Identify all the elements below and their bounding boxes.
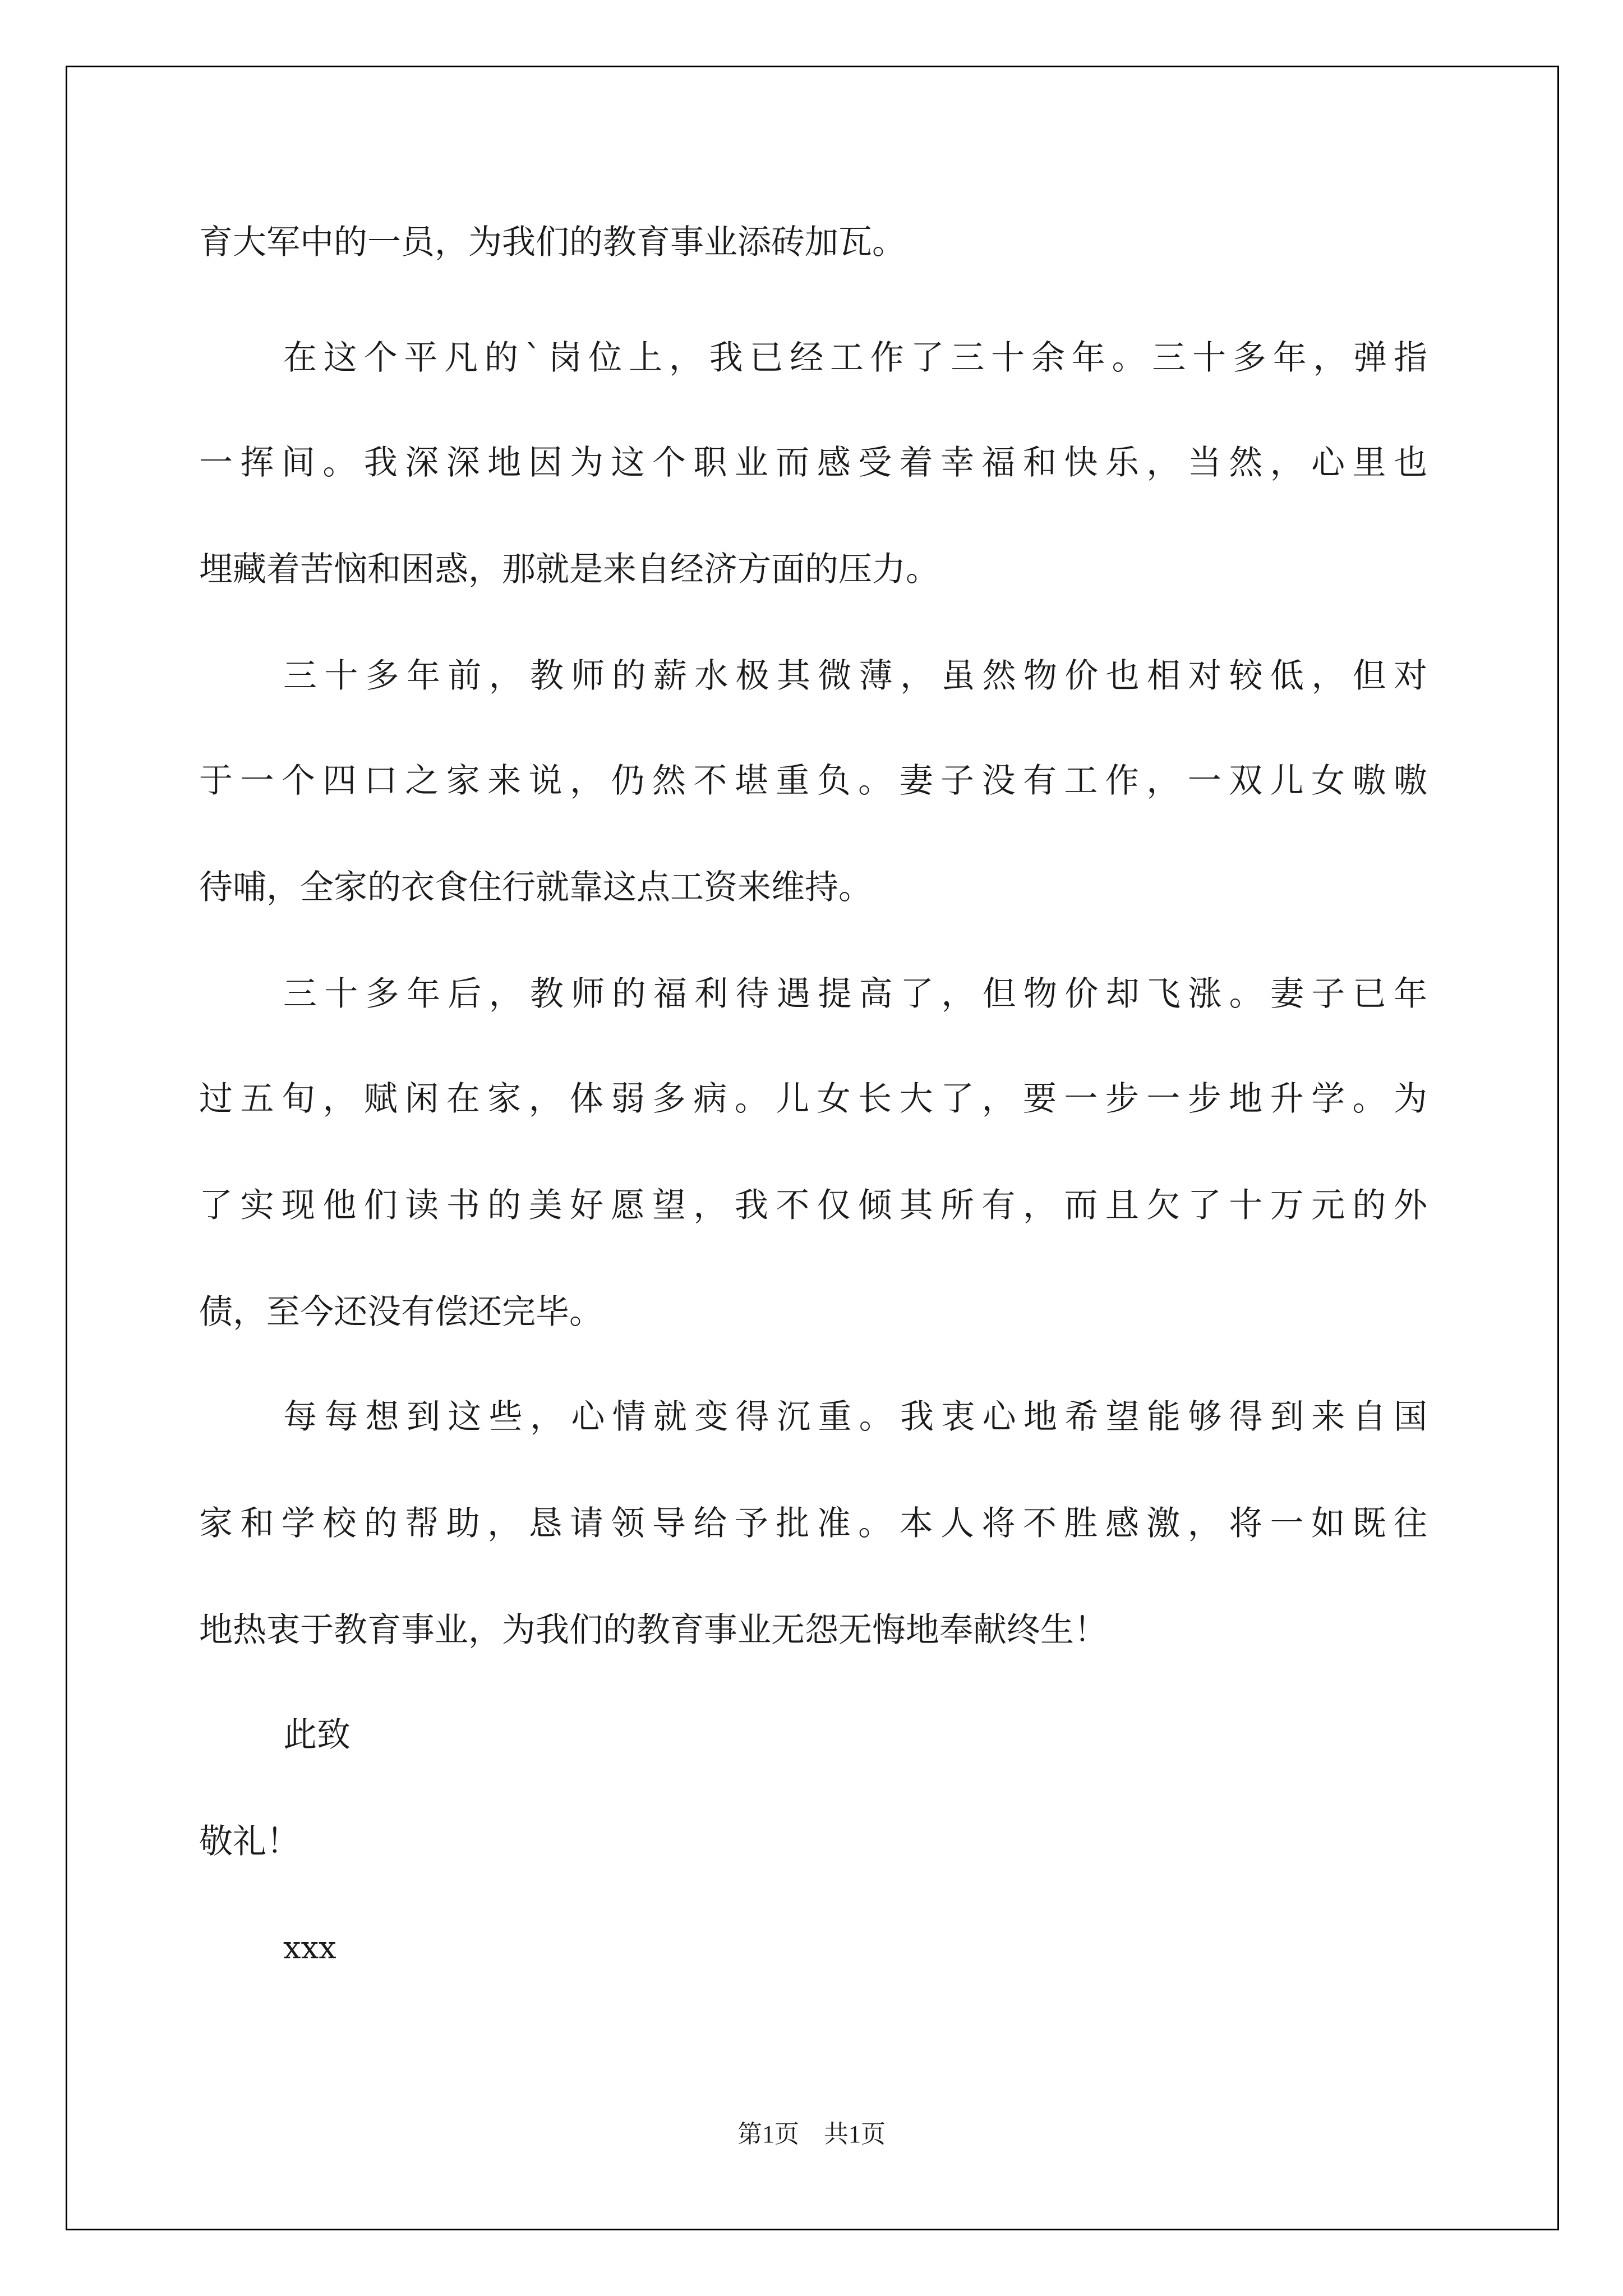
letter-line: 待哺，全家的衣食住行就靠这点工资来维持。 bbox=[199, 868, 872, 907]
closing-salutation: 此致 bbox=[283, 1715, 351, 1755]
letter-line: 地热衷于教育事业，为我们的教育事业无怨无悔地奉献终生！ bbox=[199, 1611, 1108, 1650]
closing-regards: 敬礼！ bbox=[199, 1822, 300, 1861]
letter-line: 埋藏着苦恼和困惑，那就是来自经济方面的压力。 bbox=[199, 550, 939, 589]
letter-line: 一挥间。我深深地因为这个职业而感受着幸福和快乐，当然，心里也 bbox=[199, 443, 1427, 482]
page-border bbox=[66, 66, 1559, 2230]
letter-line: 每每想到这些，心情就变得沉重。我衷心地希望能够得到来自国 bbox=[283, 1397, 1427, 1437]
letter-line: 家和学校的帮助，恳请领导给予批准。本人将不胜感激，将一如既往 bbox=[199, 1504, 1427, 1543]
letter-line: 了实现他们读书的美好愿望，我不仅倾其所有，而且欠了十万元的外 bbox=[199, 1186, 1427, 1225]
letter-line: 育大军中的一员，为我们的教育事业添砖加瓦。 bbox=[199, 223, 906, 262]
letter-line: 债，至今还没有偿还完毕。 bbox=[199, 1292, 603, 1332]
letter-line: 过五旬，赋闲在家，体弱多病。儿女长大了，要一步一步地升学。为 bbox=[199, 1079, 1427, 1119]
page-number: 第1页 共1页 bbox=[737, 2120, 886, 2148]
letter-line: 三十多年前，教师的薪水极其微薄，虽然物价也相对较低，但对 bbox=[283, 656, 1427, 696]
signature: xxx bbox=[283, 1930, 336, 1966]
letter-line: 于一个四口之家来说，仍然不堪重负。妻子没有工作，一双儿女嗷嗷 bbox=[199, 761, 1427, 800]
letter-line: 三十多年后，教师的福利待遇提高了，但物价却飞涨。妻子已年 bbox=[283, 974, 1427, 1014]
letter-line: 在这个平凡的`岗位上，我已经工作了三十余年。三十多年，弹指 bbox=[283, 338, 1427, 378]
